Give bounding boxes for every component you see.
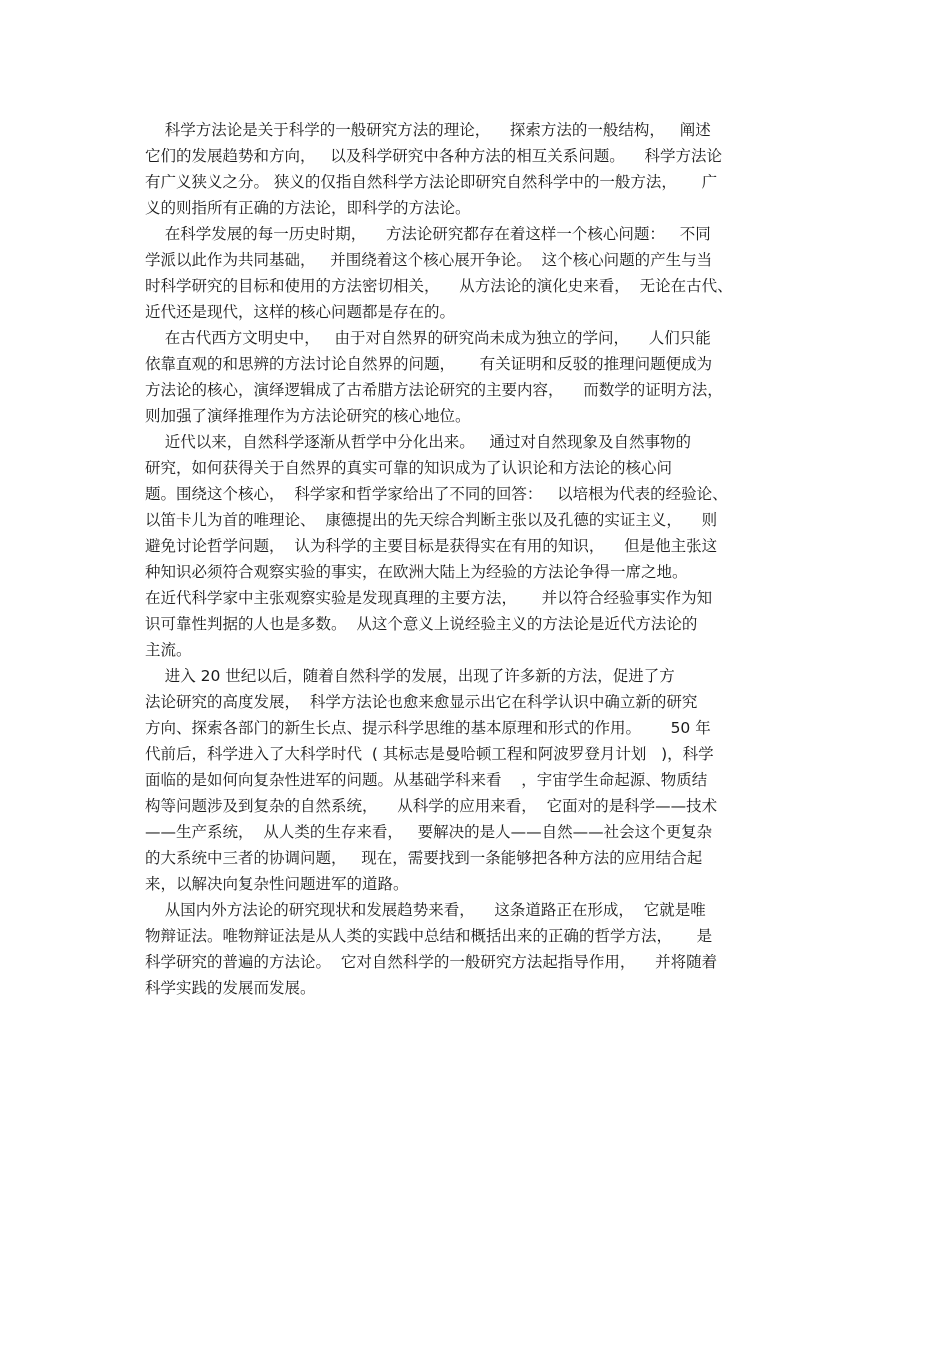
text-line: 法论研究的高度发展， 科学方法论也愈来愈显示出它在科学认识中确立新的研究 bbox=[145, 693, 698, 711]
text-line: 从国内外方法论的研究现状和发展趋势来看， 这条道路正在形成， 它就是唯 bbox=[145, 901, 706, 919]
text-line: 时科学研究的目标和使用的方法密切相关， 从方法论的演化史来看， 无论在古代、 bbox=[145, 277, 733, 295]
text-line: 学派以此作为共同基础， 并围绕着这个核心展开争论。 这个核心问题的产生与当 bbox=[145, 251, 713, 269]
text-line: 在科学发展的每一历史时期， 方法论研究都存在着这样一个核心问题： 不同 bbox=[145, 225, 711, 243]
paragraph-4 bbox=[145, 429, 810, 663]
text-line: 则加强了演绎推理作为方法论研究的核心地位。 bbox=[145, 407, 471, 425]
text-line: 构等问题涉及到复杂的自然系统， 从科学的应用来看， 它面对的是科学——技术 bbox=[145, 797, 718, 815]
text-line: 进入 20 世纪以后，随着自然科学的发展，出现了许多新的方法，促进了方 bbox=[145, 667, 675, 685]
text-line: 方法论的核心，演绎逻辑成了古希腊方法论研究的主要内容， 而数学的证明方法， bbox=[145, 381, 723, 399]
text-line: 以笛卡儿为首的唯理论、 康德提出的先天综合判断主张以及孔德的实证主义， 则 bbox=[145, 511, 718, 529]
text-line: 题。围绕这个核心， 科学家和哲学家给出了不同的回答： 以培根为代表的经验论、 bbox=[145, 485, 728, 503]
text-line: 研究，如何获得关于自然界的真实可靠的知识成为了认识论和方法论的核心问 bbox=[145, 459, 673, 477]
paragraph-6 bbox=[145, 897, 810, 1001]
text-line: 面临的是如何向复杂性进军的问题。从基础学科来看 ，宇宙学生命起源、物质结 bbox=[145, 771, 708, 789]
text-line: 它们的发展趋势和方向， 以及科学研究中各种方法的相互关系问题。 科学方法论 bbox=[145, 147, 722, 165]
text-line: 在古代西方文明史中， 由于对自然界的研究尚未成为独立的学问， 人们只能 bbox=[145, 329, 711, 347]
text-line: 识可靠性判据的人也是多数。 从这个意义上说经验主义的方法论是近代方法论的 bbox=[145, 615, 698, 633]
text-line: 的大系统中三者的协调问题， 现在，需要找到一条能够把各种方法的应用结合起 bbox=[145, 849, 703, 867]
text-line: 义的则指所有正确的方法论，即科学的方法论。 bbox=[145, 199, 471, 217]
text-line: 在近代科学家中主张观察实验是发现真理的主要方法， 并以符合经验事实作为知 bbox=[145, 589, 713, 607]
document-body bbox=[145, 117, 810, 1001]
text-line: 近代以来，自然科学逐渐从哲学中分化出来。 通过对自然现象及自然事物的 bbox=[145, 433, 691, 451]
text-line: 近代还是现代，这样的核心问题都是存在的。 bbox=[145, 303, 456, 321]
paragraph-3 bbox=[145, 325, 810, 429]
text-line: ——生产系统， 从人类的生存来看， 要解决的是人——自然——社会这个更复杂 bbox=[145, 823, 713, 841]
text-line: 有广义狭义之分。 狭义的仅指自然科学方法论即研究自然科学中的一般方法， 广 bbox=[145, 173, 718, 191]
text-line: 避免讨论哲学问题， 认为科学的主要目标是获得实在有用的知识， 但是他主张这 bbox=[145, 537, 718, 555]
text-line: 科学方法论是关于科学的一般研究方法的理论， 探索方法的一般结构， 阐述 bbox=[145, 121, 711, 139]
text-line: 依靠直观的和思辨的方法讨论自然界的问题， 有关证明和反驳的推理问题便成为 bbox=[145, 355, 713, 373]
text-line: 代前后，科学进入了大科学时代 ( 其标志是曼哈顿工程和阿波罗登月计划 )，科学 bbox=[145, 745, 714, 763]
text-line: 物辩证法。唯物辩证法是从人类的实践中总结和概括出来的正确的哲学方法， 是 bbox=[145, 927, 713, 945]
text-line: 方向、探索各部门的新生长点、提示科学思维的基本原理和形式的作用。 50 年 bbox=[145, 719, 711, 737]
text-line: 主流。 bbox=[145, 641, 192, 659]
text-line: 来，以解决向复杂性问题进军的道路。 bbox=[145, 875, 409, 893]
text-line: 种知识必须符合观察实验的事实，在欧洲大陆上为经验的方法论争得一席之地。 bbox=[145, 563, 688, 581]
paragraph-1 bbox=[145, 117, 810, 221]
paragraph-5 bbox=[145, 663, 810, 897]
text-line: 科学实践的发展而发展。 bbox=[145, 979, 316, 997]
paragraph-2 bbox=[145, 221, 810, 325]
text-line: 科学研究的普遍的方法论。 它对自然科学的一般研究方法起指导作用， 并将随着 bbox=[145, 953, 718, 971]
